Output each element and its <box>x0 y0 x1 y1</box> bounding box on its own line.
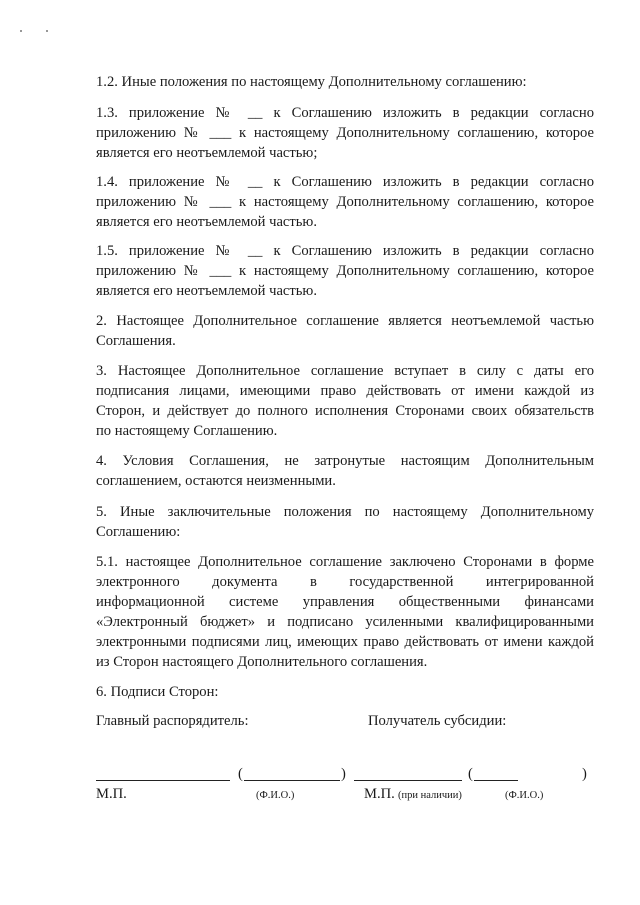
text-line: приложению № ___ к настоящему Дополнительному соглашению, которое <box>96 263 594 279</box>
text-line: Соглашения. <box>96 333 176 349</box>
text-line: 1.4. приложение № __ к Соглашению изложить в редакции согласно <box>96 174 594 190</box>
para-1-5 <box>96 241 594 301</box>
text-line: приложению № ___ к настоящему Дополнительному соглашению, которое <box>96 194 594 210</box>
scan-speck <box>20 30 22 32</box>
text-line: является его неотъемлемой частью. <box>96 283 317 299</box>
text-line: Соглашению: <box>96 524 181 540</box>
para-5 <box>96 502 594 542</box>
left-fio-caption: (Ф.И.О.) <box>256 790 295 801</box>
text-line: подписания лицами, имеющими право действовать от имени каждой из <box>96 383 594 399</box>
text-line: информационной системе управления общественными финансами <box>96 594 594 610</box>
text-line: является его неотъемлемой частью; <box>96 145 318 161</box>
text-line: электронными подписями лиц, имеющих право действовать от имени каждой <box>96 634 594 650</box>
scan-speck <box>46 30 48 32</box>
para-1-2 <box>96 72 594 92</box>
left-fio-close-paren: ) <box>341 766 346 782</box>
right-fio-open-paren: ( <box>468 766 473 782</box>
text-line: 1.3. приложение № __ к Соглашению изложить в редакции согласно <box>96 105 594 121</box>
para-5-1 <box>96 552 594 672</box>
right-stamp-place: М.П. <box>364 786 395 802</box>
text-line: 6. Подписи Сторон: <box>96 684 219 700</box>
right-signatory-title: Получатель субсидии: <box>368 713 507 729</box>
text-line: 2. Настоящее Дополнительное соглашение является неотъемлемой частью <box>96 313 594 329</box>
text-line: 5. Иные заключительные положения по настоящему Дополнительному <box>96 504 594 520</box>
right-fio-caption: (Ф.И.О.) <box>505 790 544 801</box>
text-line: соглашением, остаются неизменными. <box>96 473 336 489</box>
text-line: приложению № ___ к настоящему Дополнительному соглашению, которое <box>96 125 594 141</box>
text-line: из Сторон настоящего Дополнительного соглашения. <box>96 654 428 670</box>
left-fio-line <box>244 780 340 781</box>
para-1-4 <box>96 172 594 232</box>
text-line: по настоящему Соглашению. <box>96 423 278 439</box>
left-signature-line <box>96 780 230 781</box>
text-line: 3. Настоящее Дополнительное соглашение вступает в силу с даты его <box>96 363 594 379</box>
right-fio-line <box>474 780 518 781</box>
text-line: электронного документа в государственной интегрированной <box>96 574 594 590</box>
text-line: «Электронный бюджет» и подписано усиленными квалифицированными <box>96 614 594 630</box>
para-4 <box>96 451 594 491</box>
para-2 <box>96 311 594 351</box>
para-3 <box>96 361 594 441</box>
para-1-3 <box>96 103 594 163</box>
right-stamp-note: (при наличии) <box>398 790 462 801</box>
right-fio-close-paren: ) <box>582 766 587 782</box>
left-fio-open-paren: ( <box>238 766 243 782</box>
left-stamp-place: М.П. <box>96 786 127 802</box>
text-line: 1.2. Иные положения по настоящему Дополнительному соглашению: <box>96 74 527 90</box>
para-6 <box>96 682 594 702</box>
text-line: 4. Условия Соглашения, не затронутые настоящим Дополнительным <box>96 453 594 469</box>
left-signatory-title: Главный распорядитель: <box>96 713 249 729</box>
text-line: 1.5. приложение № __ к Соглашению изложить в редакции согласно <box>96 243 594 259</box>
right-signature-line <box>354 780 462 781</box>
text-line: 5.1. настоящее Дополнительное соглашение заключено Сторонами в форме <box>96 554 594 570</box>
text-line: является его неотъемлемой частью. <box>96 214 317 230</box>
text-line: Сторон, и действует до полного исполнения Сторонами своих обязательств <box>96 403 594 419</box>
